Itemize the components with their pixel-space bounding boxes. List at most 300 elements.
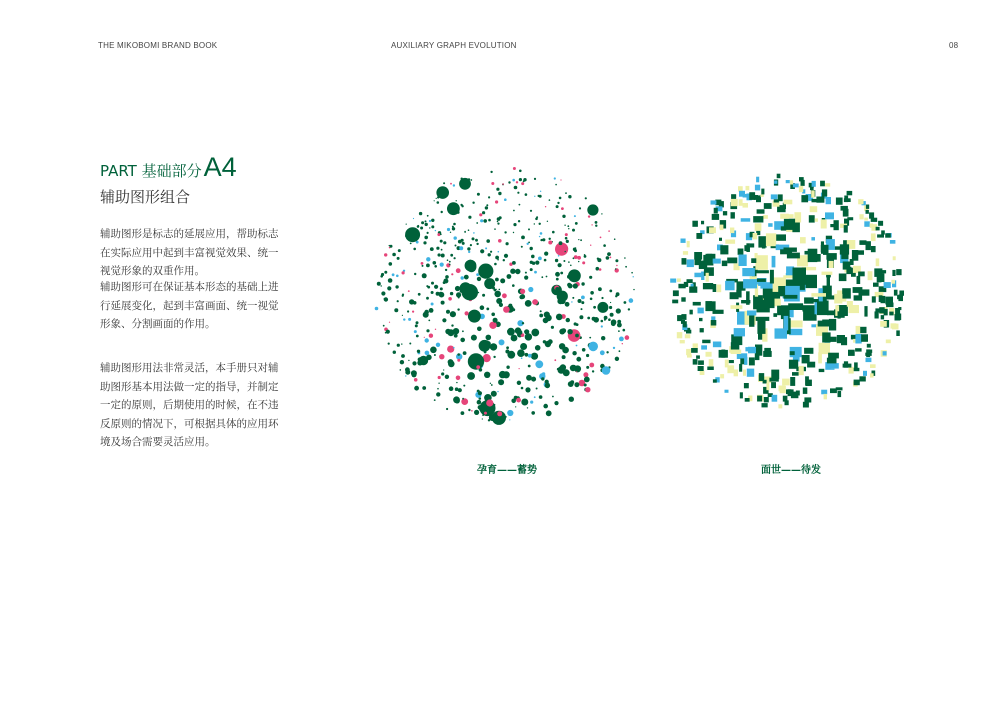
pattern-square xyxy=(771,382,776,388)
pattern-circle xyxy=(524,276,528,280)
pattern-circle xyxy=(455,286,460,291)
pattern-square xyxy=(701,221,704,225)
pattern-circle xyxy=(533,355,534,356)
pattern-circle xyxy=(486,399,493,406)
pattern-square xyxy=(732,195,736,199)
pattern-circle xyxy=(377,282,381,286)
pattern-circle xyxy=(442,318,446,322)
pattern-square xyxy=(692,221,698,227)
pattern-circle xyxy=(480,249,484,253)
pattern-square xyxy=(784,316,789,331)
pattern-circle xyxy=(515,406,516,407)
pattern-circle xyxy=(532,299,538,305)
pattern-circle xyxy=(497,411,502,416)
pattern-circle xyxy=(416,321,419,324)
pattern-square xyxy=(696,355,700,358)
pattern-square xyxy=(731,212,735,218)
pattern-circle xyxy=(484,351,487,354)
pattern-circle xyxy=(445,275,449,279)
pattern-square xyxy=(839,274,847,282)
pattern-circle xyxy=(576,357,581,362)
pattern-circle xyxy=(538,195,540,197)
pattern-circle xyxy=(507,328,515,336)
pattern-circle xyxy=(405,375,406,376)
pattern-circle xyxy=(545,341,551,347)
pattern-square xyxy=(706,301,712,306)
pattern-circle xyxy=(572,297,574,299)
pattern-square xyxy=(793,184,799,188)
pattern-square xyxy=(777,306,782,316)
pattern-circle xyxy=(518,220,520,222)
pattern-square xyxy=(694,252,702,260)
pattern-circle xyxy=(503,306,510,313)
pattern-circle xyxy=(522,322,524,324)
pattern-square xyxy=(884,309,888,316)
pattern-circle xyxy=(563,260,565,262)
pattern-circle xyxy=(581,282,584,285)
pattern-circle xyxy=(486,335,492,341)
pattern-circle xyxy=(426,257,430,261)
pattern-circle xyxy=(483,219,487,223)
pattern-circle xyxy=(468,353,484,369)
pattern-circle xyxy=(528,354,532,358)
pattern-circle xyxy=(504,254,508,258)
pattern-circle xyxy=(578,261,579,262)
pattern-circle xyxy=(405,227,420,242)
pattern-circle xyxy=(454,334,458,338)
section-subtitle: 辅助图形组合 xyxy=(100,188,191,206)
pattern-square xyxy=(696,233,702,239)
pattern-circle xyxy=(574,322,577,325)
pattern-circle xyxy=(427,215,429,217)
pattern-circle xyxy=(464,275,469,280)
pattern-circle xyxy=(449,386,454,391)
pattern-square xyxy=(822,332,830,342)
pattern-square xyxy=(880,321,887,327)
pattern-circle xyxy=(446,375,449,378)
pattern-square xyxy=(859,289,870,295)
pattern-circle xyxy=(402,315,403,316)
part-code: A4 xyxy=(203,152,237,182)
caption-circle-graphic: 孕育——蓄势 xyxy=(477,465,537,476)
pattern-circle xyxy=(557,291,568,302)
pattern-circle xyxy=(482,347,484,349)
pattern-circle xyxy=(513,223,516,226)
pattern-circle xyxy=(437,196,439,198)
pattern-circle xyxy=(622,343,623,344)
pattern-circle xyxy=(504,231,506,233)
pattern-circle xyxy=(477,277,481,281)
pattern-circle xyxy=(525,387,530,392)
pattern-square xyxy=(753,216,763,222)
pattern-circle xyxy=(539,236,540,237)
pattern-circle xyxy=(455,398,460,403)
pattern-circle xyxy=(493,318,498,323)
pattern-circle xyxy=(556,205,559,208)
pattern-square xyxy=(759,375,763,380)
pattern-circle xyxy=(540,232,543,235)
pattern-square xyxy=(856,326,861,335)
pattern-circle xyxy=(413,301,417,305)
pattern-circle xyxy=(601,325,603,327)
pattern-circle xyxy=(402,294,404,296)
pattern-circle xyxy=(384,271,387,274)
pattern-circle xyxy=(462,398,464,400)
pattern-circle xyxy=(461,398,468,405)
pattern-circle xyxy=(565,192,567,194)
pattern-circle xyxy=(486,204,488,206)
pattern-circle xyxy=(388,343,390,345)
pattern-square xyxy=(870,223,873,227)
pattern-circle xyxy=(499,289,501,291)
pattern-square xyxy=(693,359,698,365)
pattern-circle xyxy=(403,318,405,320)
pattern-square xyxy=(677,332,683,338)
pattern-square xyxy=(793,268,807,285)
pattern-square xyxy=(687,241,690,247)
caption-square-graphic: 面世——待发 xyxy=(761,465,821,476)
pattern-square xyxy=(821,390,827,395)
pattern-circle xyxy=(381,291,385,295)
pattern-circle xyxy=(498,192,501,195)
pattern-circle xyxy=(434,354,436,356)
pattern-circle xyxy=(425,338,429,342)
pattern-circle xyxy=(439,354,444,359)
pattern-square xyxy=(830,363,839,369)
pattern-square xyxy=(843,364,852,368)
pattern-square xyxy=(858,199,863,204)
pattern-square xyxy=(828,353,839,359)
section-header: AUXILIARY GRAPH EVOLUTION xyxy=(391,41,517,50)
pattern-square xyxy=(811,293,826,297)
pattern-circle xyxy=(429,334,433,338)
pattern-square xyxy=(843,262,851,270)
pattern-circle xyxy=(547,221,548,222)
pattern-square xyxy=(773,313,777,317)
pattern-circle xyxy=(544,252,548,256)
pattern-square xyxy=(849,305,860,313)
pattern-square xyxy=(743,203,749,208)
pattern-square xyxy=(730,228,734,234)
pattern-circle xyxy=(597,258,601,262)
pattern-square xyxy=(755,185,760,191)
pattern-circle xyxy=(530,401,533,404)
pattern-circle xyxy=(534,178,536,180)
pattern-circle xyxy=(512,284,515,287)
pattern-square xyxy=(790,351,795,355)
pattern-circle xyxy=(491,391,497,397)
pattern-square xyxy=(802,305,814,311)
pattern-circle xyxy=(584,377,590,383)
pattern-circle xyxy=(427,232,429,234)
pattern-circle xyxy=(480,219,483,222)
pattern-circle xyxy=(608,230,610,232)
square-pattern-graphic xyxy=(670,165,920,430)
pattern-circle xyxy=(488,219,491,222)
pattern-circle xyxy=(631,272,633,274)
pattern-square xyxy=(707,367,714,371)
pattern-square xyxy=(744,357,747,365)
pattern-circle xyxy=(441,254,445,258)
pattern-circle xyxy=(517,381,521,385)
pattern-square xyxy=(757,320,765,334)
pattern-circle xyxy=(511,335,518,342)
pattern-circle xyxy=(392,253,396,257)
pattern-circle xyxy=(590,291,594,295)
pattern-circle xyxy=(575,247,576,248)
pattern-circle xyxy=(428,320,430,322)
pattern-circle xyxy=(393,351,396,354)
part-label: PART 基础部分 xyxy=(100,162,202,180)
pattern-circle xyxy=(615,259,618,262)
pattern-circle xyxy=(525,333,532,340)
pattern-circle xyxy=(431,303,434,306)
pattern-circle xyxy=(535,360,543,368)
pattern-square xyxy=(709,359,714,366)
pattern-circle xyxy=(512,308,515,311)
pattern-circle xyxy=(448,361,455,368)
pattern-circle xyxy=(456,292,461,297)
pattern-circle xyxy=(601,320,604,323)
pattern-circle xyxy=(490,343,497,350)
pattern-square xyxy=(736,290,741,298)
pattern-circle xyxy=(608,318,611,321)
pattern-circle xyxy=(450,232,451,233)
pattern-circle xyxy=(565,237,568,240)
pattern-square xyxy=(772,256,776,268)
pattern-square xyxy=(824,394,827,399)
pattern-circle xyxy=(394,308,398,312)
pattern-circle xyxy=(629,298,634,303)
pattern-square xyxy=(889,312,893,316)
pattern-square xyxy=(761,189,764,195)
pattern-circle xyxy=(485,283,491,289)
pattern-circle xyxy=(467,372,475,380)
pattern-square xyxy=(864,306,867,317)
pattern-circle xyxy=(436,292,440,296)
pattern-circle xyxy=(523,180,525,182)
pattern-square xyxy=(815,218,818,221)
pattern-square xyxy=(844,198,851,202)
pattern-square xyxy=(875,308,880,312)
pattern-circle xyxy=(447,329,454,336)
pattern-circle xyxy=(618,330,620,332)
pattern-square xyxy=(682,258,687,265)
pattern-circle xyxy=(447,259,449,261)
pattern-circle xyxy=(546,410,552,416)
pattern-circle xyxy=(468,216,471,219)
pattern-circle xyxy=(598,287,602,291)
pattern-circle xyxy=(585,197,587,199)
pattern-square xyxy=(799,366,804,375)
pattern-circle xyxy=(611,321,616,326)
pattern-square xyxy=(713,379,717,382)
pattern-square xyxy=(807,362,815,368)
pattern-square xyxy=(786,389,794,394)
pattern-circle xyxy=(461,205,463,207)
pattern-circle xyxy=(494,228,496,230)
pattern-circle xyxy=(507,274,512,279)
pattern-square xyxy=(774,181,777,184)
pattern-circle xyxy=(509,419,510,420)
pattern-circle xyxy=(439,292,445,298)
pattern-circle xyxy=(521,399,528,406)
pattern-circle xyxy=(619,350,621,352)
pattern-circle xyxy=(470,179,472,181)
pattern-circle xyxy=(490,171,492,173)
pattern-square xyxy=(693,302,701,306)
pattern-circle xyxy=(503,371,505,373)
pattern-circle xyxy=(511,399,516,404)
pattern-circle xyxy=(528,228,530,230)
pattern-square xyxy=(681,297,685,301)
pattern-circle xyxy=(408,290,410,292)
pattern-circle xyxy=(624,257,626,259)
pattern-circle xyxy=(601,297,603,299)
pattern-square xyxy=(770,270,774,284)
pattern-circle xyxy=(557,368,559,370)
pattern-circle xyxy=(437,233,440,236)
pattern-circle xyxy=(429,308,434,313)
pattern-square xyxy=(757,396,762,402)
pattern-circle xyxy=(606,256,610,260)
pattern-circle xyxy=(591,224,592,225)
pattern-circle xyxy=(595,221,598,224)
pattern-circle xyxy=(521,387,524,390)
pattern-circle xyxy=(468,251,470,253)
pattern-circle xyxy=(583,372,588,377)
pattern-circle xyxy=(482,418,483,419)
pattern-circle xyxy=(558,263,562,267)
pattern-circle xyxy=(535,261,539,265)
pattern-circle xyxy=(405,367,410,372)
pattern-circle xyxy=(554,177,556,179)
pattern-circle xyxy=(456,200,457,201)
pattern-square xyxy=(699,261,707,269)
pattern-circle xyxy=(499,339,505,345)
pattern-square xyxy=(698,366,704,371)
pattern-square xyxy=(784,248,797,252)
pattern-square xyxy=(866,358,872,362)
pattern-square xyxy=(786,180,790,183)
pattern-square xyxy=(743,279,757,288)
pattern-square xyxy=(702,340,710,344)
pattern-square xyxy=(855,348,862,351)
pattern-circle xyxy=(474,410,479,415)
pattern-circle xyxy=(531,353,538,360)
pattern-circle xyxy=(525,353,529,357)
pattern-circle xyxy=(573,257,575,259)
pattern-circle xyxy=(476,243,478,245)
pattern-circle xyxy=(445,269,447,271)
pattern-circle xyxy=(628,308,630,310)
pattern-circle xyxy=(384,253,387,256)
pattern-square xyxy=(886,300,891,305)
pattern-circle xyxy=(588,342,598,352)
pattern-circle xyxy=(436,247,439,250)
pattern-circle xyxy=(525,300,532,307)
pattern-square xyxy=(821,219,827,228)
pattern-circle xyxy=(513,167,516,170)
pattern-circle xyxy=(561,207,564,210)
pattern-circle xyxy=(574,255,578,259)
pattern-circle xyxy=(565,302,570,307)
pattern-square xyxy=(819,369,825,372)
pattern-square xyxy=(744,383,749,388)
pattern-circle xyxy=(450,311,456,317)
pattern-square xyxy=(677,278,681,282)
pattern-circle xyxy=(530,210,532,212)
pattern-circle xyxy=(414,273,416,275)
pattern-circle xyxy=(592,317,596,321)
pattern-circle xyxy=(496,289,497,290)
pattern-circle xyxy=(468,229,470,231)
pattern-circle xyxy=(435,329,436,330)
pattern-circle xyxy=(573,283,578,288)
pattern-square xyxy=(825,212,834,219)
pattern-circle xyxy=(491,313,495,317)
pattern-circle xyxy=(437,388,439,390)
pattern-circle xyxy=(521,182,524,185)
pattern-circle xyxy=(459,178,471,190)
pattern-square xyxy=(790,377,795,386)
pattern-square xyxy=(740,392,743,398)
pattern-circle xyxy=(495,200,498,203)
pattern-circle xyxy=(497,223,499,225)
pattern-square xyxy=(762,245,766,248)
pattern-circle xyxy=(506,366,509,369)
pattern-circle xyxy=(570,365,576,371)
pattern-circle xyxy=(429,220,431,222)
pattern-circle xyxy=(415,324,418,327)
body-paragraph-3: 辅助图形用法非常灵活，本手册只对辅助图形基本用法做一定的指导，并制定一定的原则，后期使用的时候，在不违反原则的情况下，可根据具体的应用环境及场合需要灵活应用。 xyxy=(100,362,279,448)
pattern-square xyxy=(866,205,869,209)
pattern-circle xyxy=(440,287,443,290)
pattern-square xyxy=(841,254,848,259)
pattern-circle xyxy=(498,379,504,385)
pattern-circle xyxy=(482,294,485,297)
pattern-circle xyxy=(578,299,582,303)
pattern-circle xyxy=(450,254,453,257)
pattern-square xyxy=(762,403,768,407)
pattern-circle xyxy=(436,392,440,396)
pattern-square xyxy=(738,249,744,255)
pattern-circle xyxy=(515,269,520,274)
pattern-square xyxy=(741,300,750,303)
pattern-circle xyxy=(430,247,434,251)
pattern-circle xyxy=(397,257,400,260)
pattern-square xyxy=(749,315,754,327)
pattern-circle xyxy=(604,319,606,321)
pattern-circle xyxy=(464,232,465,233)
pattern-square xyxy=(893,256,896,260)
pattern-square xyxy=(872,296,876,302)
pattern-square xyxy=(768,223,772,227)
pattern-circle xyxy=(478,292,480,294)
pattern-circle xyxy=(558,255,560,257)
pattern-circle xyxy=(418,293,421,296)
pattern-circle xyxy=(565,251,566,252)
pattern-circle xyxy=(476,365,480,369)
pattern-square xyxy=(863,371,867,376)
pattern-square xyxy=(883,351,887,355)
pattern-circle xyxy=(601,336,605,340)
pattern-square xyxy=(869,212,874,218)
pattern-circle xyxy=(623,329,626,332)
pattern-square xyxy=(865,353,871,356)
pattern-circle xyxy=(600,350,605,355)
pattern-circle xyxy=(531,411,535,415)
